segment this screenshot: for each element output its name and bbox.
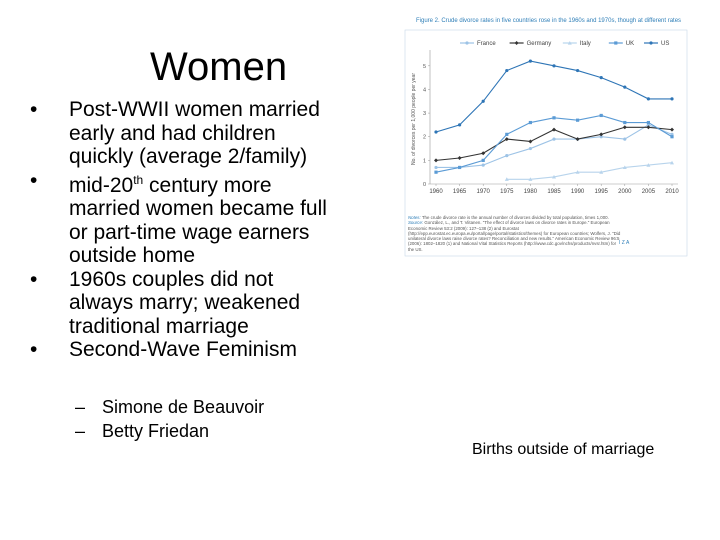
legend-label: US	[661, 41, 670, 47]
data-point-us	[458, 123, 461, 126]
y-tick-label: 4	[422, 87, 426, 94]
data-point-us	[623, 85, 626, 88]
x-tick-label: 1990	[570, 189, 585, 195]
data-point-germany	[576, 137, 580, 141]
series-line-italy	[507, 163, 672, 180]
sub-bullet-item	[75, 419, 264, 443]
legend-label: Italy	[579, 41, 591, 47]
data-point-uk	[458, 166, 461, 169]
x-tick-label: 1995	[594, 189, 608, 195]
y-tick-label: 1	[422, 158, 426, 165]
bullet-text: Second-Wave Feminism	[69, 338, 297, 361]
data-point-uk	[482, 159, 485, 162]
data-point-us	[600, 76, 603, 79]
sub-bullet-text: Betty Friedan	[102, 421, 210, 441]
data-point-france	[623, 137, 626, 140]
data-point-us	[552, 64, 555, 67]
x-tick-label: 2005	[641, 189, 656, 195]
chart-notes	[408, 215, 623, 252]
x-tick-label: 2010	[665, 189, 679, 195]
bullet-glyph: •	[30, 98, 38, 121]
sub-bullet-text: Simone de Beauvoir	[102, 397, 265, 417]
bullet-text: Post-WWII women married early and had children quickly (average 2/family)	[69, 98, 320, 168]
data-point-uk	[647, 121, 650, 124]
data-point-uk	[505, 133, 508, 136]
bullet-text-sup: th	[133, 172, 144, 187]
data-point-us	[482, 100, 485, 103]
x-tick-label: 1985	[547, 189, 561, 195]
x-tick-label: 1965	[452, 189, 467, 195]
bullet-text-pre: mid-20	[69, 173, 134, 197]
bullet-list	[30, 98, 330, 362]
bullet-item	[30, 98, 330, 169]
data-point-france	[434, 166, 437, 169]
iza-logo: I Z A	[619, 240, 630, 246]
data-point-germany	[458, 156, 462, 160]
bullet-text-post: century more married women became full or part-time wage earners outside home	[69, 173, 327, 267]
data-point-france	[529, 147, 532, 150]
data-point-germany	[552, 128, 556, 132]
data-point-us	[576, 69, 579, 72]
note-label: Source:	[408, 220, 424, 226]
dash-glyph: –	[75, 421, 86, 441]
bullet-text: 1960s couples did not always marry; weakened traditional marriage	[69, 267, 301, 338]
data-point-france	[552, 137, 555, 140]
data-point-uk	[529, 121, 532, 124]
data-point-germany	[623, 125, 627, 129]
x-tick-label: 1975	[500, 189, 514, 195]
x-tick-label: 1980	[523, 189, 538, 195]
series-line-us	[436, 61, 672, 132]
note-text: González, L., and T. Viitanen. "The effect of divorce laws on divorce rates in Europe." European Economic Review 53:2 (2009): 127–138 (2) and Eurostat (http://epp.eurostat.ec.europa.eu/portal/page/portal/statistics/themes) for European countries; Wolfers, J. "Did unilateral divorce laws raise divorce rates? Reconciliation and new results." American Economic Review 96:5 (2006): 1802–1820 (1) and National Vital Statistics Reports (http://www.cdc.gov/nchs/products/nvsr.htm) for the US.	[408, 220, 621, 252]
legend-marker	[649, 41, 652, 44]
legend-marker	[614, 41, 617, 44]
data-point-us	[434, 130, 437, 133]
data-point-us	[505, 69, 508, 72]
bullet-glyph: •	[30, 168, 38, 192]
legend-marker	[515, 41, 519, 45]
divorce-rate-chart	[402, 16, 690, 258]
data-point-us	[529, 59, 532, 62]
y-axis-label: No. of divorces per 1,000 people per year	[411, 73, 417, 165]
series-line-uk	[436, 115, 672, 172]
bullet-glyph: •	[30, 267, 38, 291]
data-point-germany	[599, 132, 603, 136]
chart-note-line	[408, 220, 623, 252]
y-tick-label: 0	[422, 182, 426, 188]
bullet-item	[30, 268, 330, 339]
data-point-uk	[600, 114, 603, 117]
data-point-france	[505, 154, 508, 157]
data-point-us	[647, 97, 650, 100]
note-label: Notes:	[408, 215, 421, 220]
sub-bullet-list	[75, 395, 264, 443]
data-point-uk	[623, 121, 626, 124]
data-point-uk	[576, 119, 579, 122]
slide-title: Women	[150, 45, 288, 89]
chart-title: Figure 2. Crude divorce rates in five countries rose in the 1960s and 1970s, though at different rates	[416, 18, 682, 24]
data-point-germany	[670, 128, 674, 132]
legend-label: Germany	[526, 41, 552, 47]
y-tick-label: 2	[422, 134, 426, 141]
note-text: The crude divorce rate is the annual number of divorces divided by total population, times 1,000.	[421, 215, 609, 220]
caption: Births outside of marriage	[472, 441, 655, 458]
data-point-uk	[434, 171, 437, 174]
data-point-uk	[670, 135, 673, 138]
x-tick-label: 1970	[476, 189, 490, 195]
legend-label: France	[477, 41, 496, 47]
legend-marker	[465, 41, 468, 44]
y-tick-label: 5	[422, 63, 426, 70]
y-tick-label: 3	[422, 111, 426, 118]
data-point-germany	[528, 139, 532, 143]
data-point-uk	[552, 116, 555, 119]
bullet-item	[30, 338, 330, 362]
bullet-glyph: •	[30, 338, 38, 361]
legend-label: UK	[625, 41, 635, 47]
sub-bullet-item	[75, 395, 264, 419]
data-point-us	[670, 97, 673, 100]
x-tick-label: 2000	[618, 189, 632, 195]
dash-glyph: –	[75, 397, 86, 417]
bullet-item	[30, 169, 330, 268]
x-tick-label: 1960	[429, 189, 443, 195]
data-point-france	[482, 163, 485, 166]
data-point-germany	[434, 158, 438, 162]
